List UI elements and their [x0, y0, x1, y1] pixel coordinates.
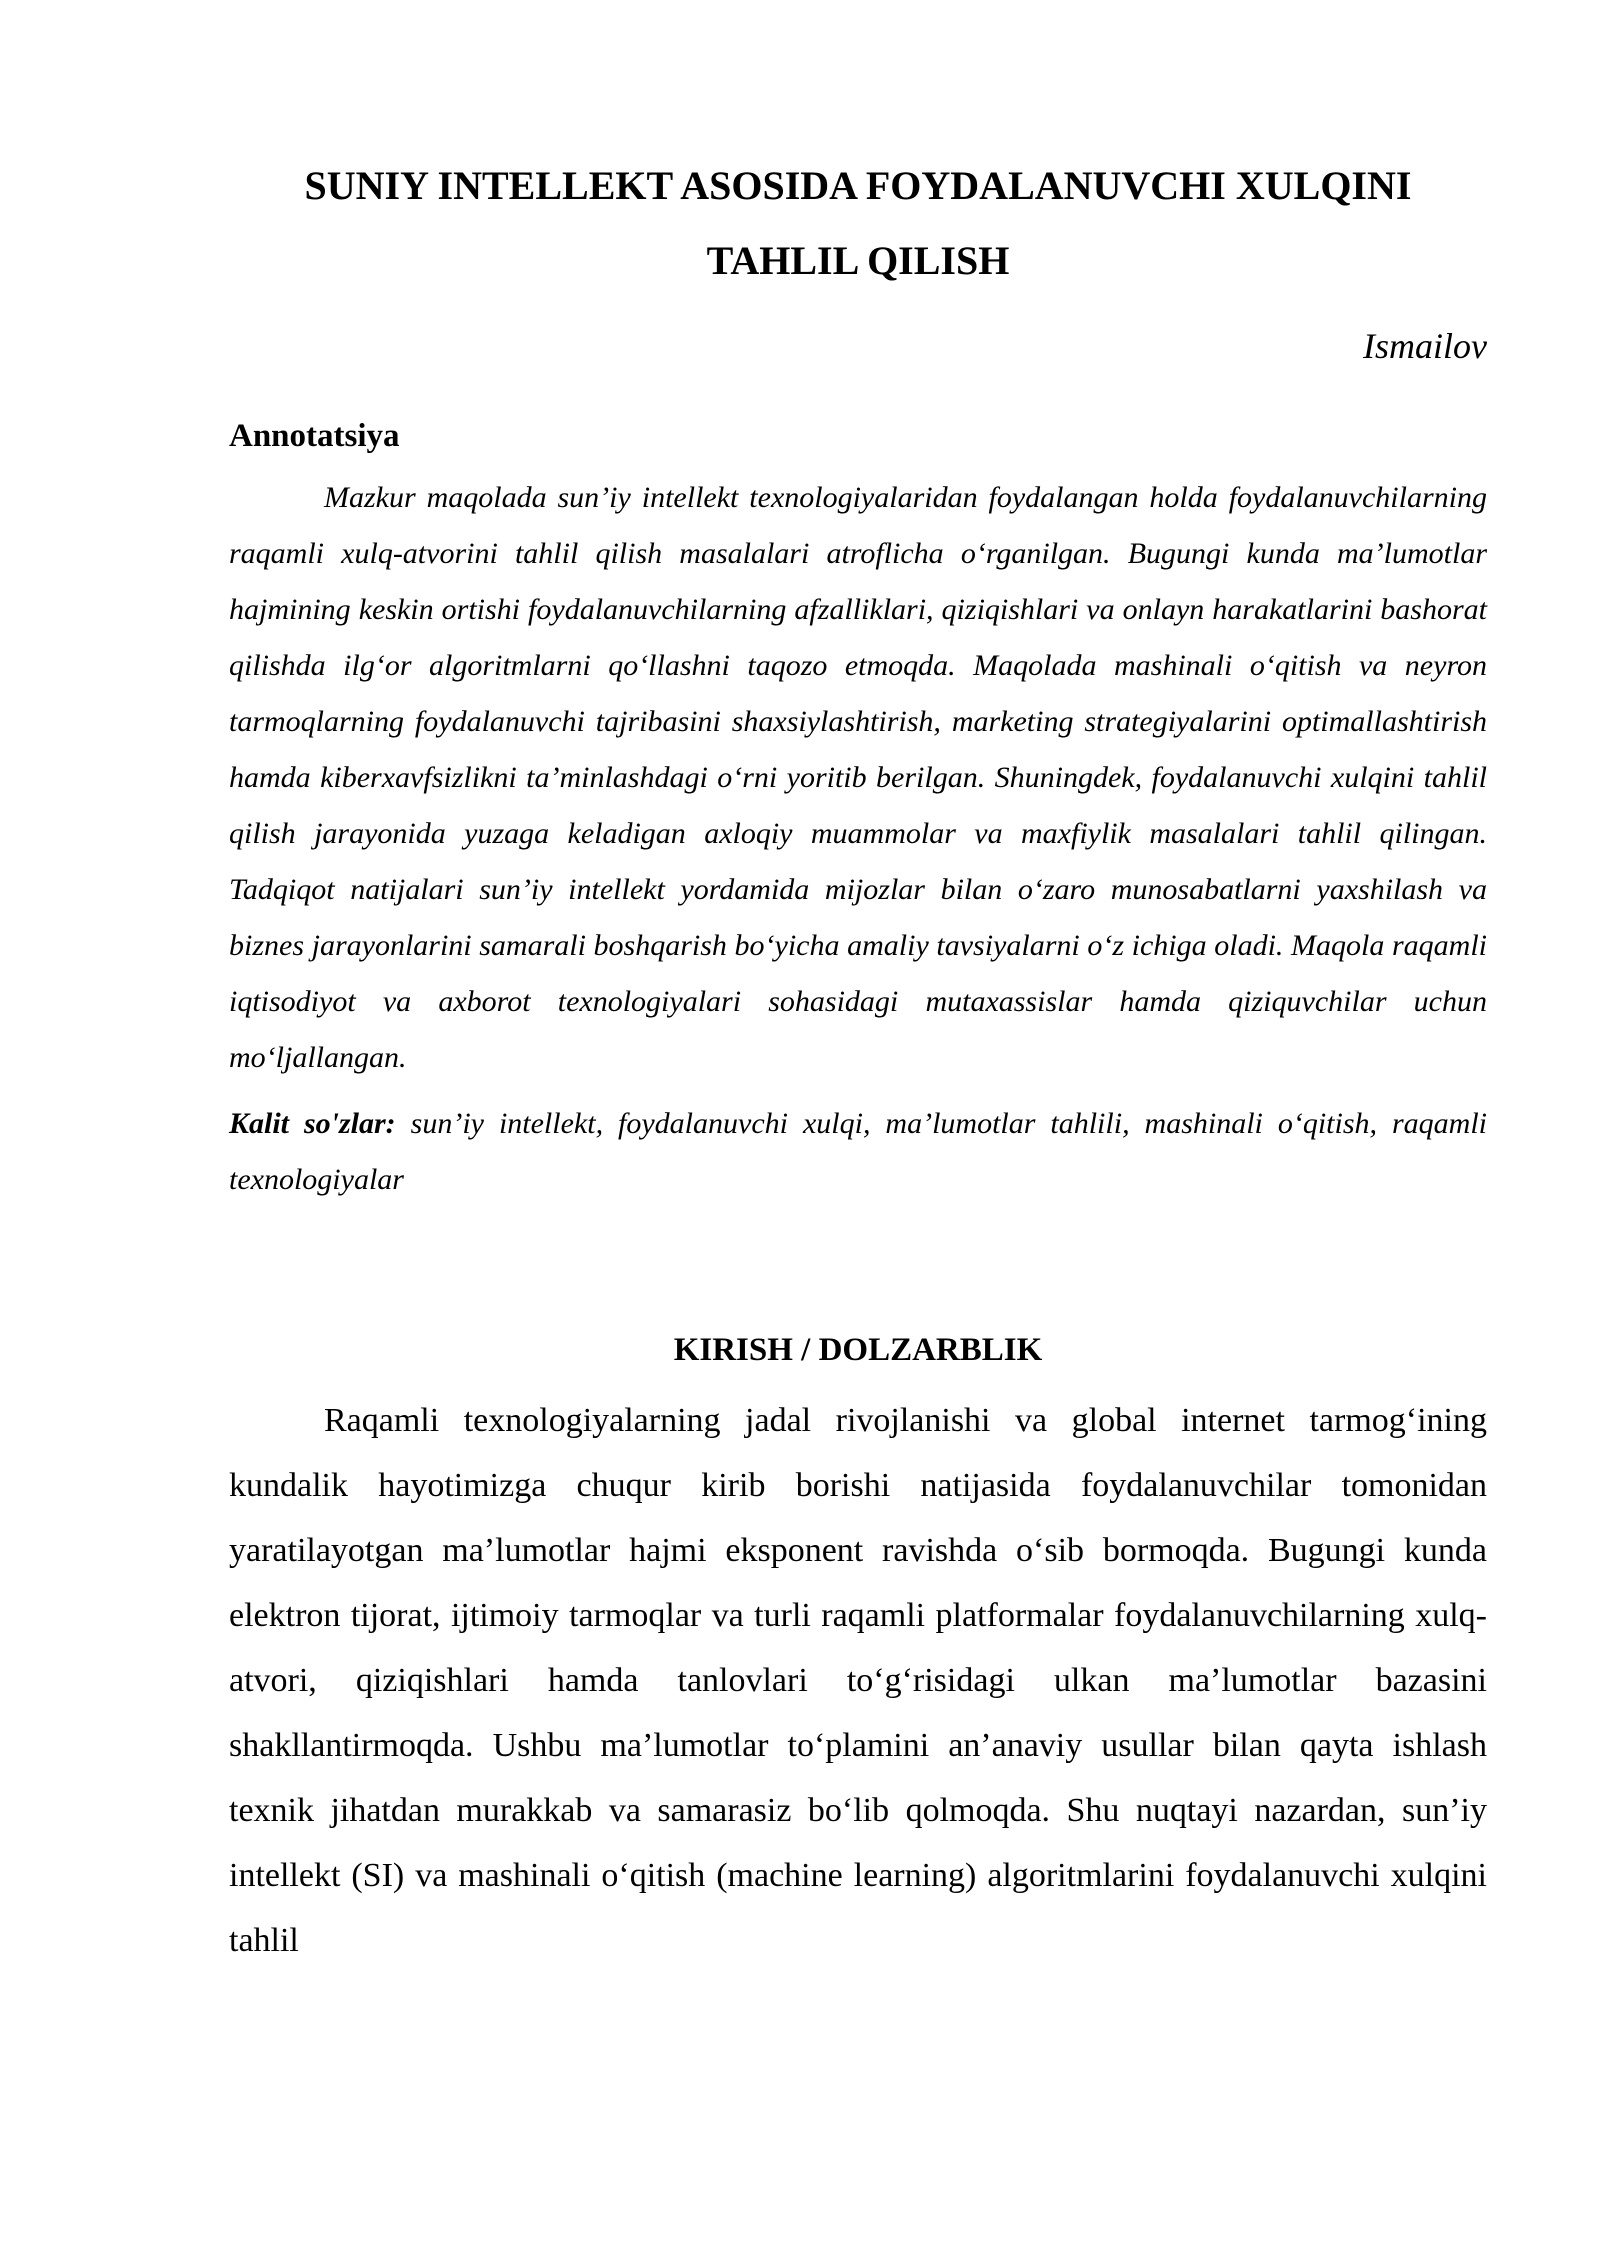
- document-page: [229, 0, 1487, 1973]
- document-title: SUNIY INTELLEKT ASOSIDA FOYDALANUVCHI XULQINI TAHLIL QILISH: [304, 163, 1412, 283]
- keywords-label: Kalit so'zlar:: [229, 1107, 396, 1140]
- author-name: Ismailov: [1363, 326, 1487, 366]
- intro-heading: KIRISH / DOLZARBLIK: [673, 1332, 1043, 1368]
- abstract-heading: Annotatsiya: [229, 418, 400, 454]
- keywords-list: sun’iy intellekt, foydalanuvchi xulqi, ma’lumotlar tahlili, mashinali o‘qitish, raqamli texnologiyalar: [229, 1107, 1488, 1196]
- abstract-paragraph: Mazkur maqolada sun’iy intellekt texnologiyalaridan foydalangan holda foydalanuvchilarning raqamli xulq-atvorini tahlil qilish masalalari atroflicha o‘rganilgan. Bugungi kunda ma’lumotlar hajmining keskin ortishi foydalanuvchilarning afzalliklari, qiziqishlari va onlayn harakatlarini bashorat qilishda ilg‘or algoritmlarni qo‘llashni taqozo etmoqda. Maqolada mashinali o‘qitish va neyron tarmoqlarning foydalanuvchi tajribasini shaxsiylashtirish, marketing strategiyalarini optimallashtirish hamda kiberxavfsizlikni ta’minlashdagi o‘rni yoritib berilgan. Shuningdek, foydalanuvchi xulqini tahlil qilish jarayonida yuzaga keladigan axloqiy muammolar va maxfiylik masalalari tahlil qilingan. Tadqiqot natijalari sun’iy intellekt yordamida mijozlar bilan o‘zaro munosabatlarni yaxshilash va biznes jarayonlarini samarali boshqarish bo‘yicha amaliy tavsiyalarni o‘z ichiga oladi. Maqola raqamli iqtisodiyot va axborot texnologiyalari sohasidagi mutaxassislar hamda qiziquvchilar uchun mo‘ljallangan.: [229, 481, 1487, 1074]
- keywords-paragraph: [229, 1096, 1487, 1208]
- intro-paragraph: Raqamli texnologiyalarning jadal rivojlanishi va global internet tarmog‘ining kundalik hayotimizga chuqur kirib borishi natijasida foydalanuvchilar tomonidan yaratilayotgan ma’lumotlar hajmi eksponent ravishda o‘sib bormoqda. Bugungi kunda elektron tijorat, ijtimoiy tarmoqlar va turli raqamli platformalar foydalanuvchilarning xulq-atvori, qiziqishlari hamda tanlovlari to‘g‘risidagi ulkan ma’lumotlar bazasini shakllantirmoqda. Ushbu ma’lumotlar to‘plamini an’anaviy usullar bilan qayta ishlash texnik jihatdan murakkab va samarasiz bo‘lib qolmoqda. Shu nuqtayi nazardan, sun’iy intellekt (SI) va mashinali o‘qitish (machine learning) algoritmlarini foydalanuvchi xulqini tahlil: [229, 1402, 1487, 1959]
